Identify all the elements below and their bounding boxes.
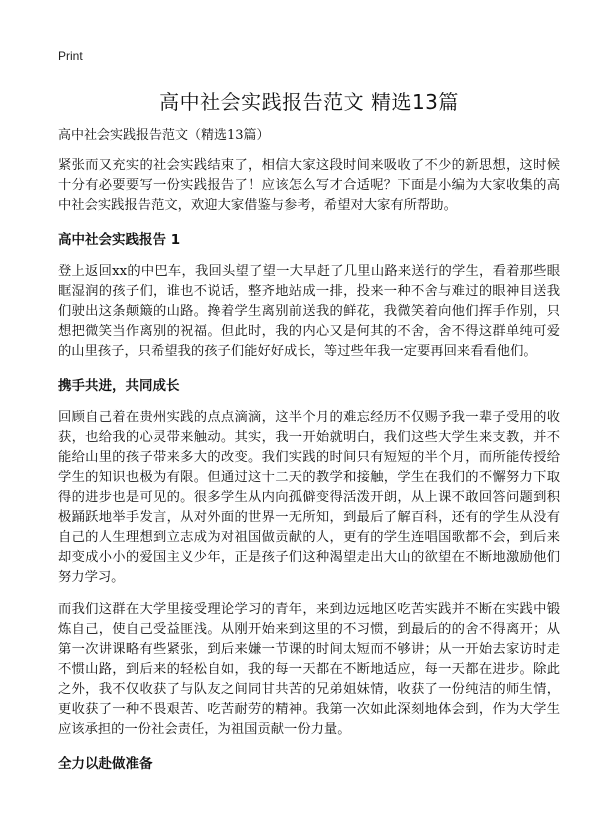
body-paragraph: 而我们这群在大学里接受理论学习的青年，来到边远地区吃苦实践并不断在实践中锻炼自己，使自己受益匪浅。从刚开始来到这里的不习惯，到最后的的舍不得离开；从第一次讲课略有些紧张，到后来嫌一节课的时间太短而不够讲；从一开始去家访时走不惯山路，到后来的轻松自如，我的每一天都在不断地适应，每一天都在进步。除此之外，我不仅收获了与队友之间同甘共苦的兄弟姐妹情，收获了一份纯洁的师生情，更收获了一种不畏艰苦、吃苦耐劳的精神。我第一次如此深刻地体会到，作为大学生应该承担的一份社会责任，为祖国贡献一份力量。: [58, 602, 560, 737]
section-heading-together: 携手共进，共同成长: [58, 378, 180, 394]
document-subtitle: 高中社会实践报告范文（精选13篇）: [58, 128, 270, 143]
document-title: 高中社会实践报告范文 精选13篇: [159, 90, 459, 114]
print-link[interactable]: Print: [58, 49, 83, 63]
section-heading-preparation: 全力以赴做准备: [58, 756, 153, 772]
body-paragraph: 登上返回xx的中巴车，我回头望了望一大早赶了几里山路来送行的学生，看着那些眼眶湿润的孩子们，谁也不说话，整齐地站成一排，投来一种不舍与难过的眼神目送我们驶出这条颠簸的山路。搀着学生离别前送我的鲜花，我微笑着向他们挥手作别，只想把微笑当作离别的祝福。但此时，我的内心又是何其的不舍，舍不得这群单纯可爱的山里孩子，只希望我的孩子们能好好成长，等过些年我一定要再回来看看他们。: [58, 264, 560, 359]
section-heading-report-1: 高中社会实践报告 1: [58, 232, 181, 248]
intro-paragraph: 紧张而又充实的社会实践结束了，相信大家这段时间来吸收了不少的新思想，这时候十分有必要要写一份实践报告了！应该怎么写才合适呢？下面是小编为大家收集的高中社会实践报告范文，欢迎大家借鉴与参考，希望对大家有所帮助。: [58, 158, 560, 213]
body-paragraph: 回顾自己着在贵州实践的点点滴滴，这半个月的难忘经历不仅赐予我一辈子受用的收获，也给我的心灵带来触动。其实，我一开始就明白，我们这些大学生来支教，并不能给山里的孩子带来多大的改变。我们实践的时间只有短短的半个月，而所能传授给学生的知识也极为有限。但通过这十二天的教学和接触，学生在我们的不懈努力下取得的进步也是可见的。很多学生从内向孤僻变得活泼开朗，从上课不敢回答问题到积极踊跃地举手发言，从对外面的世界一无所知，到最后了解百科，还有的学生从没有自己的人生理想到立志成为对祖国做贡献的人，更有的学生连唱国歌都不会，到后来却变成小小的爱国主义少年，正是孩子们这种渴望走出大山的欲望在不断地激励他们努力学习。: [58, 410, 560, 585]
